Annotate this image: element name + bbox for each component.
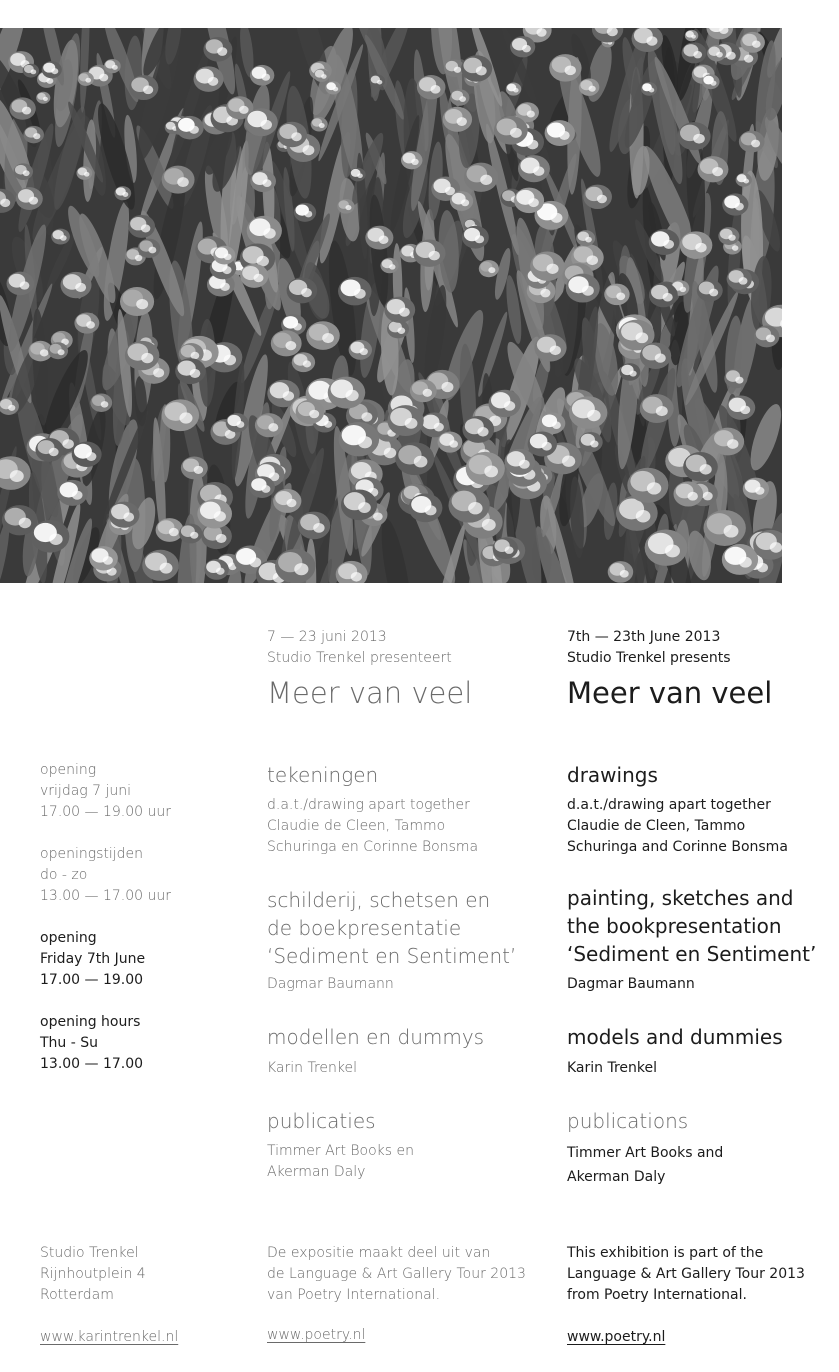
en-hours-days: Thu - Su — [40, 1035, 99, 1051]
en-poetry-link[interactable]: www.poetry.nl — [567, 1329, 666, 1345]
nl-drawings-line: Schuringa en Corinne Bonsma — [267, 839, 479, 855]
en-painting-artist: Dagmar Baumann — [567, 976, 695, 992]
nl-opening-date: vrijdag 7 juni — [40, 783, 132, 799]
address-line: Rotterdam — [40, 1287, 114, 1303]
en-painting-heading-line: ‘Sediment en Sentiment’ — [567, 942, 817, 966]
en-presents: Studio Trenkel presents — [567, 650, 731, 666]
en-section-publications-heading: publications — [567, 1109, 689, 1133]
en-footer-line: from Poetry International. — [567, 1287, 747, 1303]
en-title: Meer van veel — [567, 676, 773, 710]
en-drawings-line: Claudie de Cleen, Tammo — [567, 818, 746, 834]
nl-publications-line: Akerman Daly — [267, 1164, 366, 1180]
tulip-field-photo — [0, 28, 782, 583]
en-hours-time: 13.00 — 17.00 — [40, 1056, 144, 1072]
nl-opening-label: opening — [40, 762, 97, 778]
nl-models-artist: Karin Trenkel — [267, 1060, 358, 1076]
nl-section-drawings-heading: tekeningen — [267, 763, 379, 787]
en-section-painting-heading — [567, 884, 816, 968]
address-line: Studio Trenkel — [40, 1245, 139, 1261]
nl-footer-note — [267, 1243, 526, 1306]
en-footer-line: This exhibition is part of the — [567, 1245, 764, 1261]
nl-publications-body — [267, 1141, 414, 1183]
en-section-drawings-heading: drawings — [567, 763, 658, 787]
en-publications-line: Timmer Art Books and — [567, 1145, 724, 1161]
en-hours-label: opening hours — [40, 1014, 141, 1030]
nl-dates: 7 — 23 juni 2013 — [267, 629, 387, 645]
en-opening-date: Friday 7th June — [40, 951, 146, 967]
nl-publications-line: Timmer Art Books en — [267, 1143, 415, 1159]
en-painting-heading-line: the bookpresentation — [567, 914, 782, 938]
karintrenkel-link[interactable]: www.karintrenkel.nl — [40, 1329, 179, 1345]
nl-footer-line: de Language & Art Gallery Tour 2013 — [267, 1266, 526, 1282]
en-drawings-line: d.a.t./drawing apart together — [567, 797, 771, 813]
nl-poetry-link[interactable]: www.poetry.nl — [267, 1327, 366, 1343]
en-painting-heading-line: painting, sketches and — [567, 886, 794, 910]
en-dates: 7th — 23th June 2013 — [567, 629, 721, 645]
nl-footer-line: De expositie maakt deel uit van — [267, 1245, 491, 1261]
nl-painting-heading-line: de boekpresentatie — [267, 916, 462, 940]
en-publications-line: Akerman Daly — [567, 1169, 666, 1185]
nl-hours-time: 13.00 — 17.00 uur — [40, 888, 172, 904]
en-publications-body — [567, 1141, 723, 1189]
address — [40, 1243, 146, 1306]
en-section-models-heading: models and dummies — [567, 1025, 783, 1049]
en-opening-info — [40, 928, 145, 991]
address-line: Rijnhoutplein 4 — [40, 1266, 146, 1282]
en-hours-info — [40, 1012, 143, 1075]
nl-section-painting-heading — [267, 886, 516, 970]
en-opening-time: 17.00 — 19.00 — [40, 972, 144, 988]
nl-title: Meer van veel — [267, 676, 473, 710]
nl-section-models-heading: modellen en dummys — [267, 1025, 485, 1049]
nl-painting-heading-line: ‘Sediment en Sentiment’ — [267, 944, 517, 968]
en-drawings-line: Schuringa and Corinne Bonsma — [567, 839, 788, 855]
nl-hours-label: openingstijden — [40, 846, 144, 862]
en-models-artist: Karin Trenkel — [567, 1060, 658, 1076]
en-section-drawings-body — [567, 795, 788, 858]
en-footer-note — [567, 1243, 805, 1306]
nl-presents: Studio Trenkel presenteert — [267, 650, 452, 666]
nl-painting-heading-line: schilderij, schetsen en — [267, 888, 491, 912]
nl-painting-artist: Dagmar Baumann — [267, 976, 394, 992]
tulip-field-image — [0, 28, 782, 583]
nl-opening-info — [40, 760, 171, 823]
nl-opening-time: 17.00 — 19.00 uur — [40, 804, 172, 820]
nl-footer-line: van Poetry International. — [267, 1287, 441, 1303]
nl-drawings-line: d.a.t./drawing apart together — [267, 797, 470, 813]
en-opening-label: opening — [40, 930, 97, 946]
nl-drawings-line: Claudie de Cleen, Tammo — [267, 818, 446, 834]
nl-section-publications-heading: publicaties — [267, 1109, 376, 1133]
nl-hours-info — [40, 844, 171, 907]
en-footer-line: Language & Art Gallery Tour 2013 — [567, 1266, 805, 1282]
nl-hours-days: do - zo — [40, 867, 88, 883]
nl-section-drawings-body — [267, 795, 478, 858]
